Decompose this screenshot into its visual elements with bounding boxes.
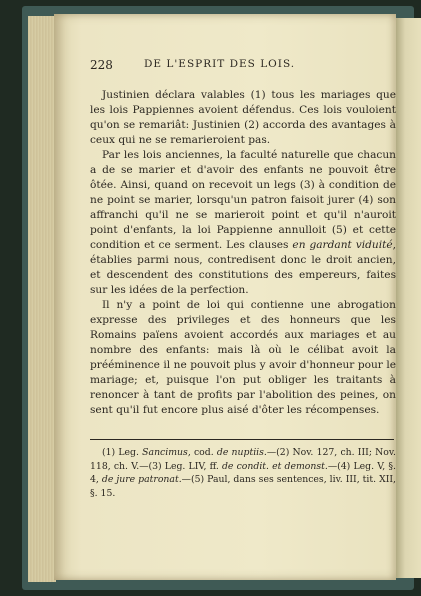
running-title: DE L'ESPRIT DES LOIS. [144, 58, 296, 70]
book-page [54, 14, 396, 580]
footnote-italic: de jure patronat [101, 474, 179, 486]
book [22, 6, 412, 588]
footnote-segment: .—(4) Leg. V, §. 4, [90, 460, 396, 486]
footnote-segment: , cod. [187, 447, 214, 458]
footnote-text [90, 446, 396, 500]
footnote-italic: de nuptiis [216, 447, 264, 458]
footnote-italic: de condit. et demonst [221, 460, 325, 472]
paragraph [90, 148, 396, 298]
paragraph-text: , établies parmi nous, contredisent donc le droit ancien, et descendent des constitutions des empereurs, faites sur les idées de la perfection. [90, 239, 397, 296]
footnote-rule [90, 439, 394, 440]
page-number: 228 [90, 58, 113, 72]
footnote-segment: .—(5) Paul, dans ses sentences, liv. III, tit. XII, §. 15. [90, 474, 396, 499]
footnote-italic: Sancimus [142, 447, 188, 458]
footnotes [90, 446, 396, 500]
footnote-segment: .—(2) Nov. 127, ch. III; Nov. 118, ch. V.—(3) Leg. LIV, ff. [90, 447, 396, 472]
paragraph-text: Justinien déclara valables (1) tous les mariages que les lois Pappiennes avoient défendus. Ces lois vouloient qu'on se remariât: Justinien (2) accorda des avantages à ceux qui ne se remarieroient pas. [90, 89, 396, 146]
paragraph-text: Il n'y a point de loi qui contienne une abrogation expresse des privileges et des honneurs que les Romains païens avoient accordés aux mariages et au nombre des enfants: mais là où le célibat avoit la prééminence il ne pouvoit plus y avoir d'honneur pour le mariage; et, puisque l'on put obliger les traitants à renoncer à tant de profits par l'abolition des peines, on sent qu'il fut encore plus aisé d'ôter les récompenses. [90, 299, 396, 416]
footnote-segment: (1) Leg. [102, 447, 139, 458]
facing-page-edge [394, 18, 421, 578]
page-edges [28, 16, 56, 582]
paragraph [90, 88, 396, 148]
italic-phrase: en gardant viduité [292, 239, 393, 251]
page-header [90, 58, 390, 74]
paragraph [90, 298, 396, 418]
paragraph-text: Par les lois anciennes, la faculté naturelle que chacun a de se marier et d'avoir des enfants ne pouvoit être ôtée. Ainsi, quand on recevoit un legs (3) à condition de ne point se marier, lorsqu'un patron faisoit jurer (4) son affranchi qu'il ne se marieroit point et qu'il n'auroit point d'enfants, la loi Pappienne annulloit (5) et cette condition et ce serment. Les clauses [90, 149, 396, 251]
body-text [90, 88, 396, 418]
